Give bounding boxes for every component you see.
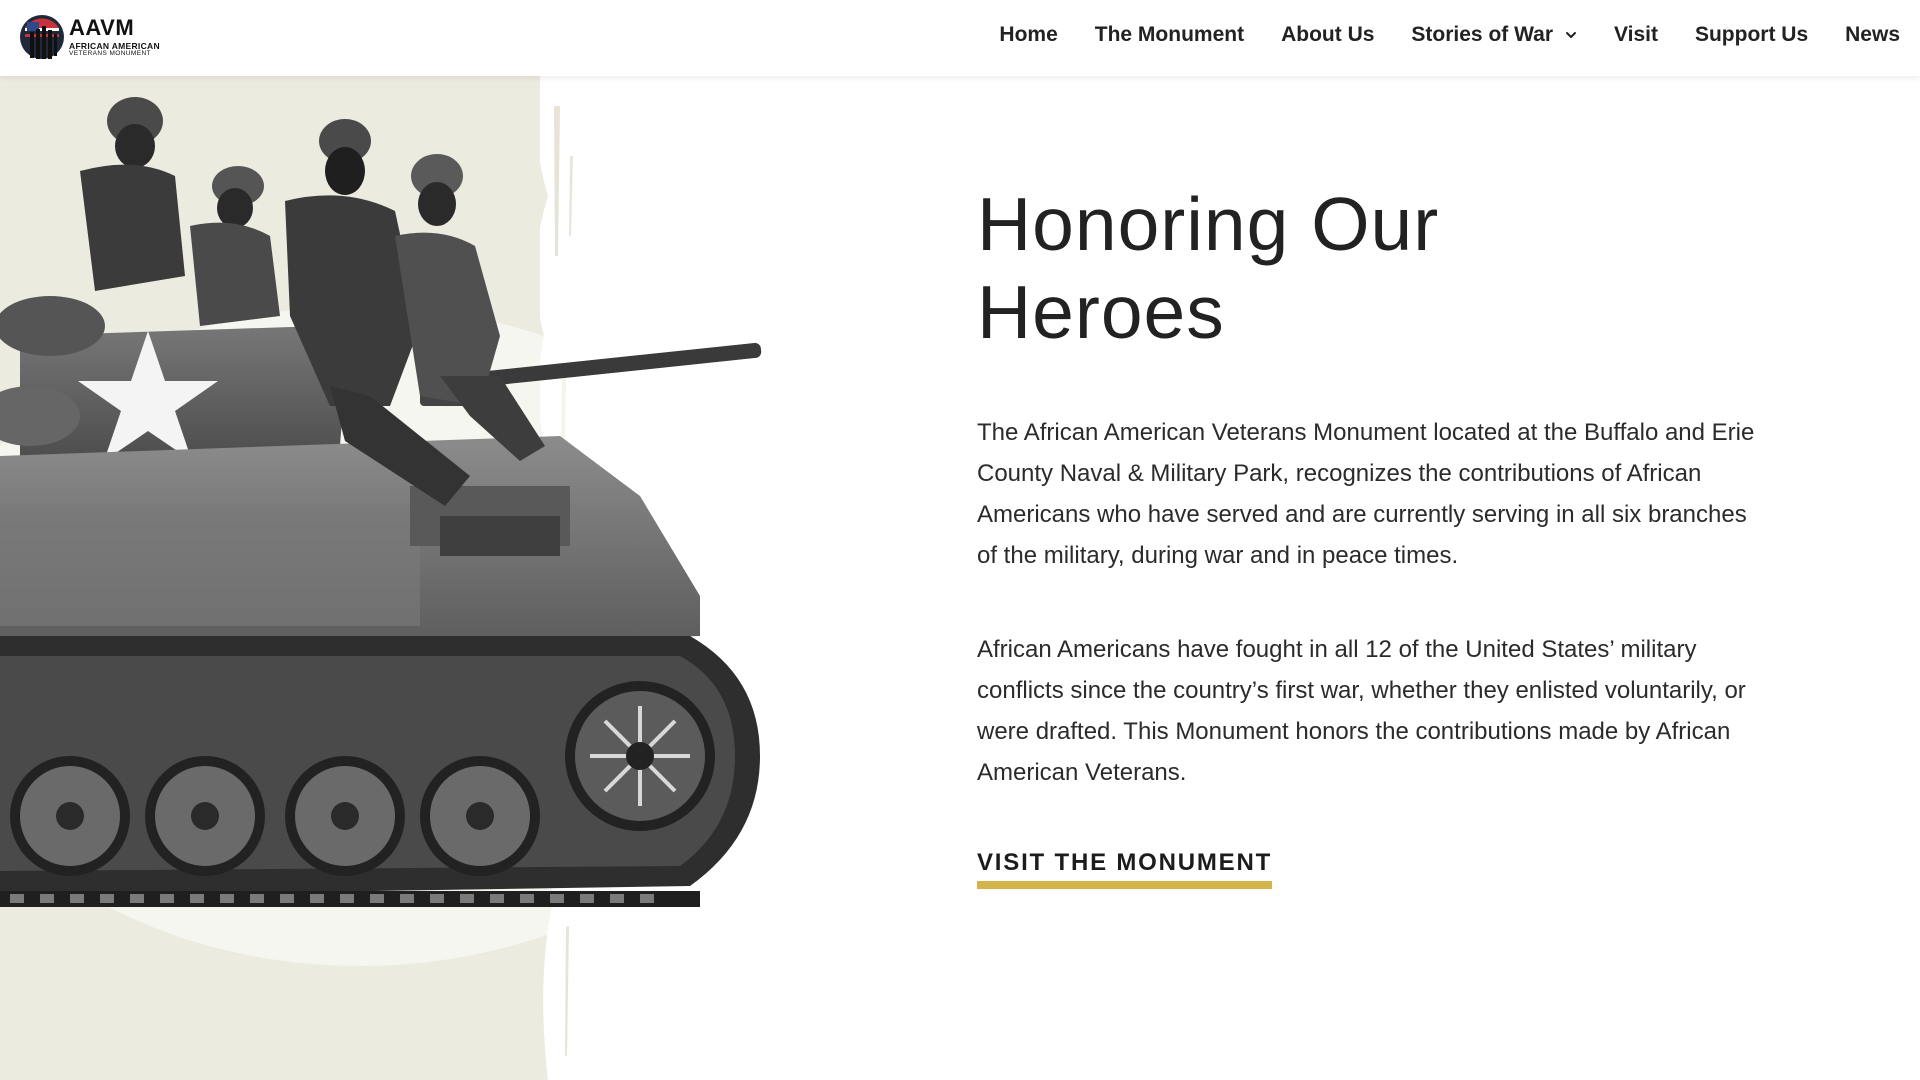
logo-line-2: VETERANS MONUMENT (69, 50, 151, 57)
site-logo[interactable] (19, 12, 160, 62)
nav-stories-of-war[interactable] (1411, 23, 1577, 47)
nav-support-us[interactable]: Support Us (1694, 23, 1809, 46)
logo-abbreviation: AAVM (69, 14, 135, 40)
tank-soldiers-photo (0, 76, 800, 976)
site-header (0, 0, 1920, 76)
hero-paragraph-1: The African American Veterans Monument located at the Buffalo and Erie County Naval & Military Park, recognizes the contributions of African Americans who have served and are currently serving in all six branches of the military, during war and in peace times. (977, 419, 1755, 569)
nav-about-us[interactable]: About Us (1281, 23, 1375, 46)
visit-monument-link[interactable]: VISIT THE MONUMENT (977, 849, 1272, 889)
logo-line-1: AFRICAN AMERICAN (69, 40, 160, 51)
monument-logo-icon (19, 14, 65, 60)
nav-stories-of-war-label: Stories of War (1411, 23, 1553, 46)
hero-content (977, 180, 1777, 889)
logo-text (69, 14, 160, 58)
hero-paragraph-2: African Americans have fought in all 12 of the United States’ military conflicts since the country’s first war, whether they enlisted voluntarily, or were drafted. This Monument honors the contributions made by African American Veterans. (977, 636, 1746, 786)
nav-the-monument[interactable]: The Monument (1094, 23, 1245, 46)
main-nav (962, 0, 1900, 70)
hero-title: Honoring Our Heroes (977, 182, 1440, 354)
nav-visit[interactable]: Visit (1614, 23, 1658, 46)
chevron-down-icon (1565, 29, 1577, 41)
nav-news[interactable]: News (1845, 23, 1900, 46)
nav-home[interactable]: Home (999, 23, 1058, 46)
